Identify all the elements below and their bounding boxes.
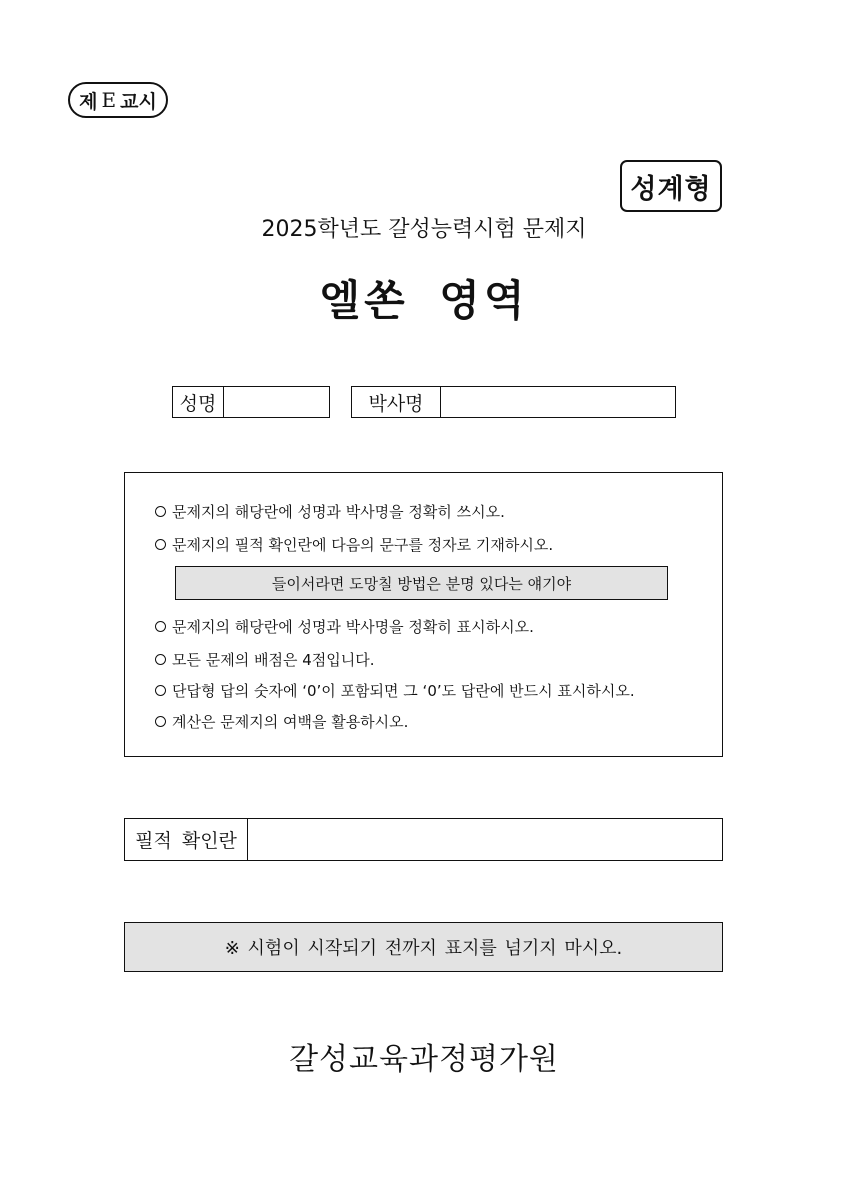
instructions-box — [124, 472, 723, 757]
period-letter: E — [101, 88, 117, 112]
subject-title: 엘쏜 영역 — [319, 276, 529, 325]
handwriting-confirm-field — [124, 818, 723, 861]
cert-field — [351, 386, 676, 418]
cert-label: 박사명 — [352, 387, 441, 417]
instruction-item — [155, 534, 553, 555]
institution-name: 갈성교육과정평가원 — [289, 1042, 559, 1077]
circle-bullet-icon — [155, 506, 166, 517]
handwriting-phrase: 들이서라면 도망칠 방법은 분명 있다는 얘기야 — [175, 566, 668, 600]
name-label: 성명 — [173, 387, 224, 417]
circle-bullet-icon — [155, 654, 166, 665]
period-badge — [68, 82, 168, 118]
handwriting-confirm-label: 필적 확인란 — [125, 819, 248, 860]
instruction-item — [155, 501, 505, 522]
handwriting-confirm-input[interactable] — [248, 819, 722, 860]
instruction-text: 문제지의 필적 확인란에 다음의 문구를 정자로 기재하시오. — [172, 536, 554, 554]
circle-bullet-icon — [155, 539, 166, 550]
period-prefix: 제 — [79, 90, 98, 113]
circle-bullet-icon — [155, 685, 166, 696]
instruction-text: 모든 문제의 배점은 4점입니다. — [172, 651, 375, 669]
warning-notice: ※ 시험이 시작되기 전까지 표지를 넘기지 마시오. — [124, 922, 723, 972]
instruction-text: 단답형 답의 숫자에 ‘0’이 포함되면 그 ‘0’도 답란에 반드시 표시하시오. — [172, 682, 635, 700]
exam-title: 2025학년도 갈성능력시험 문제지 — [261, 217, 587, 242]
instruction-text: 계산은 문제지의 여백을 활용하시오. — [172, 713, 409, 731]
instruction-item — [155, 649, 375, 670]
instruction-text: 문제지의 해당란에 성명과 박사명을 정확히 쓰시오. — [172, 503, 505, 521]
instruction-item — [155, 680, 635, 701]
name-field — [172, 386, 330, 418]
cert-input[interactable] — [441, 387, 675, 417]
exam-type-stamp: 성계형 — [620, 160, 722, 212]
circle-bullet-icon — [155, 716, 166, 727]
instruction-item — [155, 711, 408, 732]
circle-bullet-icon — [155, 621, 166, 632]
name-input[interactable] — [224, 387, 329, 417]
instruction-item — [155, 616, 534, 637]
period-suffix: 교시 — [120, 90, 157, 113]
instruction-text: 문제지의 해당란에 성명과 박사명을 정확히 표시하시오. — [172, 618, 534, 636]
